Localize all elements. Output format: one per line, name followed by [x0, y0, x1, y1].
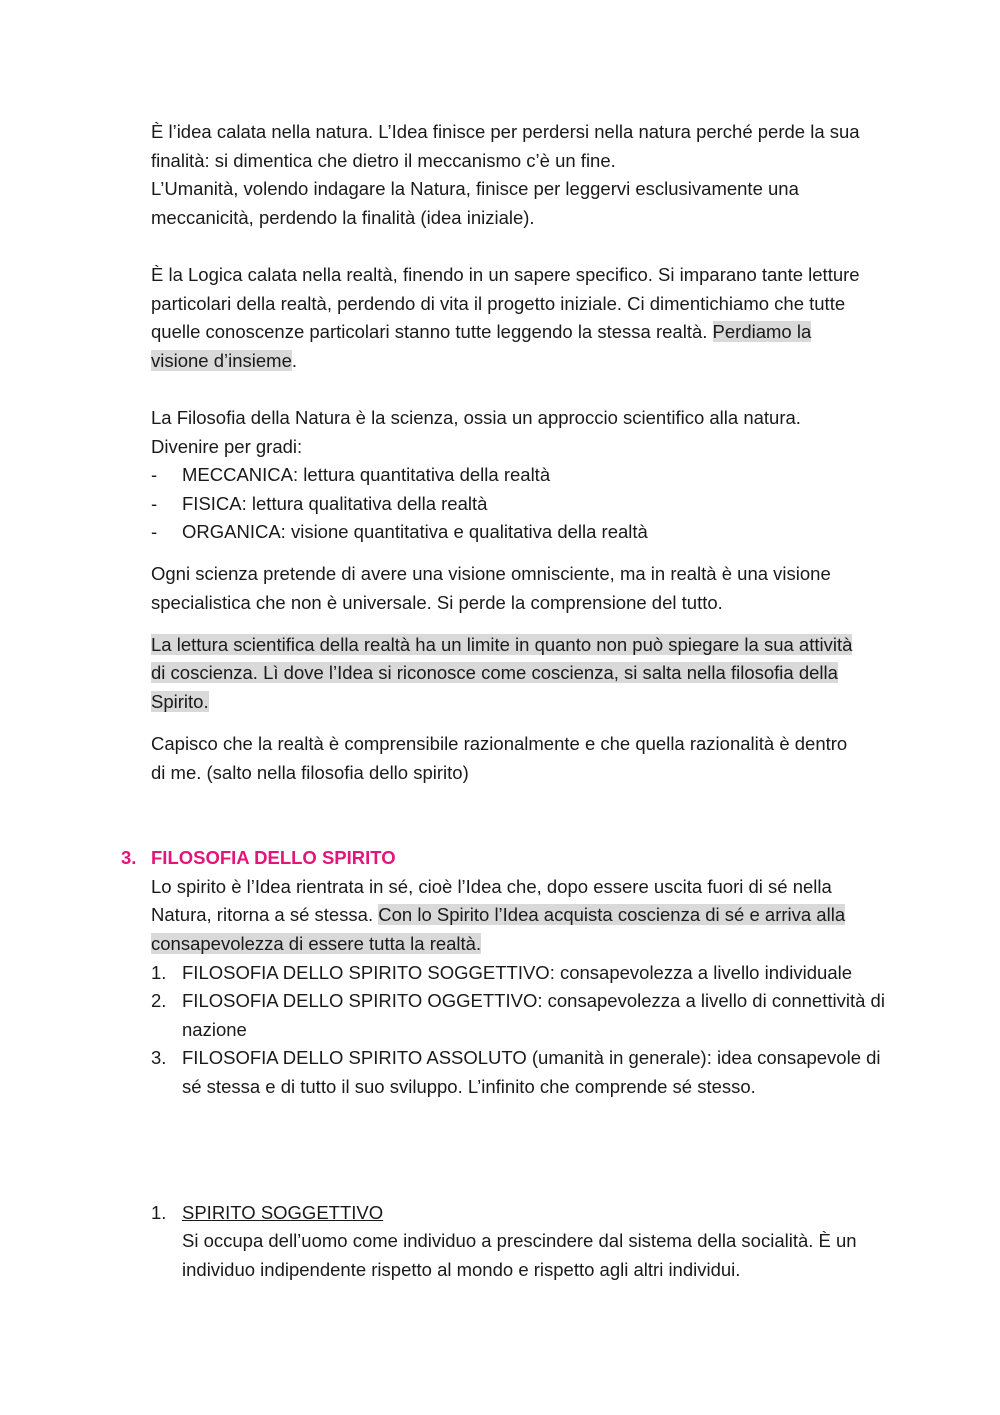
text-line — [151, 930, 911, 959]
highlighted-text: visione d’insieme — [151, 349, 292, 371]
list-item-text: ORGANICA: visione quantitativa e qualitativa della realtà — [182, 521, 648, 543]
text-line — [151, 901, 911, 930]
text-span: quelle conoscenze particolari stanno tutte leggendo la stessa realtà. — [151, 321, 713, 343]
list-item-text: FISICA: lettura qualitativa della realtà — [182, 492, 488, 514]
text-line: Ogni scienza pretende di avere una visione omnisciente, ma in realtà è una visione — [151, 563, 831, 585]
subsection-title-line — [182, 1199, 911, 1228]
section-heading — [121, 844, 911, 873]
text-line: È l’idea calata nella natura. L’Idea finisce per perdersi nella natura perché perde la sua — [151, 121, 860, 142]
paragraph-idea-natura — [151, 118, 911, 232]
list-item — [151, 461, 911, 490]
paragraph-filosofia-natura — [151, 404, 911, 461]
text-line — [151, 631, 911, 660]
list-number: 2. — [151, 990, 167, 1012]
list-item-text: FILOSOFIA DELLO SPIRITO ASSOLUTO (umanità in generale): idea consapevole di — [182, 1047, 881, 1069]
list-item — [151, 987, 911, 1044]
numbered-list — [151, 959, 911, 1102]
paragraph-spirito — [151, 873, 911, 959]
text-line: Si occupa dell’uomo come individuo a prescindere dal sistema della socialità. È un — [182, 1230, 857, 1252]
section-title: FILOSOFIA DELLO SPIRITO — [151, 847, 396, 869]
list-number: 3. — [151, 1047, 167, 1069]
bullet-dash: - — [151, 521, 158, 543]
text-line: particolari della realtà, perdendo di vita il progetto iniziale. Ci dimentichiamo che tutte — [151, 292, 846, 314]
list-number: 1. — [151, 1201, 167, 1223]
highlighted-text: Spirito. — [151, 691, 209, 713]
highlighted-text: Perdiamo la — [712, 321, 812, 343]
bullet-list — [151, 461, 911, 547]
text-line: La Filosofia della Natura è la scienza, ossia un approccio scientifico alla natura. — [151, 406, 801, 428]
list-item — [151, 1044, 911, 1101]
text-line: individuo indipendente rispetto al mondo e rispetto agli altri individui. — [182, 1258, 741, 1280]
text-line — [151, 688, 911, 717]
text-line: L’Umanità, volendo indagare la Natura, finisce per leggervi esclusivamente una — [151, 178, 799, 200]
paragraph-logica-realta — [151, 261, 911, 375]
text-line: di me. (salto nella filosofia dello spirito) — [151, 761, 469, 783]
text-line: Capisco che la realtà è comprensibile razionalmente e che quella razionalità è dentro — [151, 733, 848, 755]
highlighted-text: di coscienza. Lì dove l’Idea si riconosce come coscienza, si salta nella filosofia della — [151, 662, 838, 684]
highlighted-text: La lettura scientifica della realtà ha un limite in quanto non può spiegare la sua attività — [151, 633, 853, 655]
text-line: meccanicità, perdendo la finalità (idea iniziale). — [151, 206, 535, 228]
highlighted-text: Con lo Spirito l’Idea acquista coscienza di sé e arriva alla — [378, 904, 846, 926]
document-page — [121, 118, 911, 1284]
text-line — [151, 347, 911, 376]
text-line — [151, 659, 911, 688]
list-item-text: FILOSOFIA DELLO SPIRITO OGGETTIVO: consapevolezza a livello di connettività di — [182, 990, 885, 1012]
bullet-dash: - — [151, 464, 158, 486]
list-item-text: nazione — [182, 1018, 247, 1040]
list-item-text: MECCANICA: lettura quantitativa della realtà — [182, 464, 551, 486]
list-item — [151, 490, 911, 519]
list-item-text: sé stessa e di tutto il suo sviluppo. L’infinito che comprende sé stesso. — [182, 1075, 756, 1097]
text-line: Divenire per gradi: — [151, 435, 303, 457]
highlighted-text: consapevolezza di essere tutta la realtà. — [151, 933, 482, 955]
bullet-dash: - — [151, 492, 158, 514]
text-line: È la Logica calata nella realtà, finendo in un sapere specifico. Si imparano tante letture — [151, 263, 860, 285]
text-line: specialistica che non è universale. Si perde la comprensione del tutto. — [151, 591, 723, 613]
paragraph-capisco — [151, 730, 911, 787]
section-number: 3. — [121, 847, 137, 869]
list-item — [151, 959, 911, 988]
subsection-spirito-soggettivo — [151, 1199, 911, 1285]
text-line: finalità: si dimentica che dietro il meccanismo c’è un fine. — [151, 149, 616, 171]
list-item-text: FILOSOFIA DELLO SPIRITO SOGGETTIVO: consapevolezza a livello individuale — [182, 961, 853, 983]
text-span: Natura, ritorna a sé stessa. — [151, 904, 379, 926]
text-line: Lo spirito è l’Idea rientrata in sé, cioè l’Idea che, dopo essere uscita fuori di sé nella — [151, 875, 832, 897]
list-number: 1. — [151, 961, 167, 983]
subsection-title: SPIRITO SOGGETTIVO — [182, 1201, 384, 1223]
paragraph-limite-scientifico — [151, 631, 911, 717]
text-span: . — [291, 349, 298, 371]
list-item — [151, 518, 911, 547]
paragraph-scienza — [151, 560, 911, 617]
text-line — [151, 318, 911, 347]
